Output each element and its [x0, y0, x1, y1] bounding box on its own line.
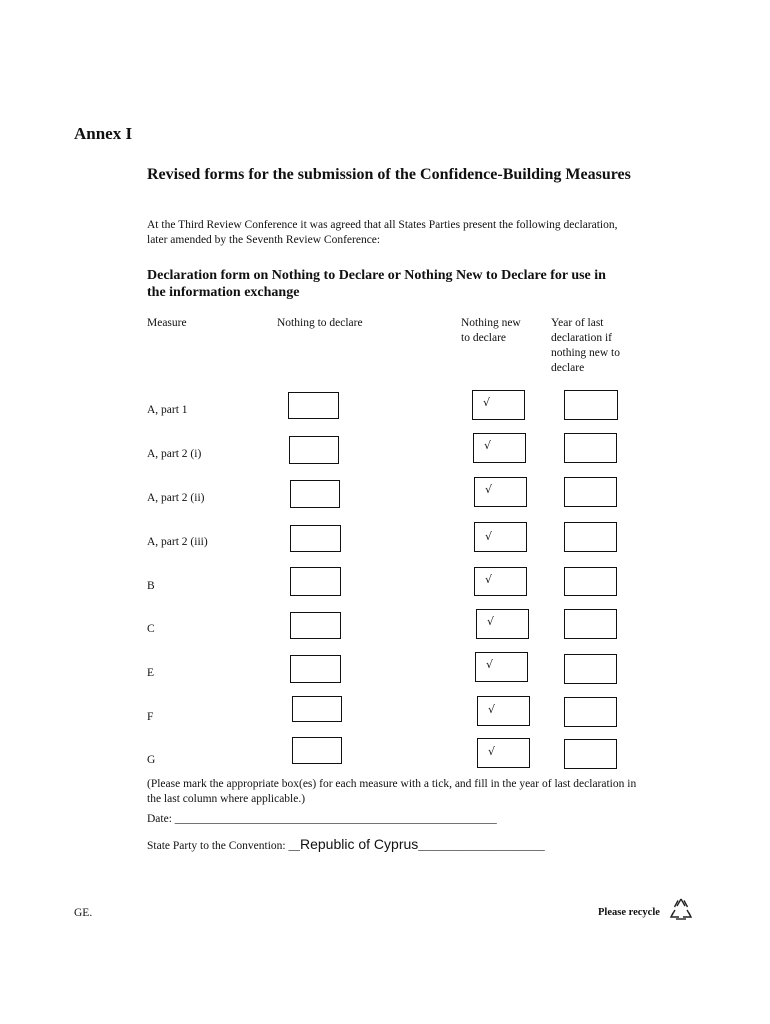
annex-heading: Annex I — [74, 124, 133, 143]
row-label: C — [147, 623, 155, 635]
row-label: A, part 2 (i) — [147, 448, 202, 460]
row-label: B — [147, 580, 155, 592]
state-party-trailing: ______________________ — [418, 840, 545, 852]
column-header-nothing-new: Nothing new to declare — [461, 317, 521, 344]
tick-mark: √ — [483, 396, 491, 409]
column-header-year: Year of last declaration if nothing new to declare — [551, 317, 620, 374]
row-label: A, part 1 — [147, 404, 188, 416]
row-label: G — [147, 754, 156, 766]
footer-document-code: GE. — [74, 907, 93, 919]
year-field[interactable] — [564, 567, 617, 596]
nothing-to-declare-checkbox[interactable] — [289, 436, 339, 464]
year-field[interactable] — [564, 697, 617, 727]
state-party-label: State Party to the Convention: __ — [147, 840, 300, 852]
year-field[interactable] — [564, 609, 617, 639]
nothing-new-checkbox[interactable] — [474, 567, 527, 596]
nothing-to-declare-checkbox[interactable] — [292, 737, 342, 764]
nothing-to-declare-checkbox[interactable] — [290, 480, 340, 508]
nothing-new-checkbox[interactable] — [476, 609, 529, 639]
date-field[interactable]: Date: ________________________________________________________ — [147, 813, 497, 825]
tick-mark: √ — [487, 615, 495, 628]
row-label: F — [147, 711, 154, 723]
recycle-icon — [668, 896, 694, 922]
footer-recycle-text: Please recycle — [598, 907, 660, 918]
nothing-new-checkbox[interactable] — [477, 696, 530, 726]
nothing-new-checkbox[interactable] — [474, 522, 527, 552]
year-field[interactable] — [564, 477, 617, 507]
instruction-note: (Please mark the appropriate box(es) for each measure with a tick, and fill in the year of last declaration in the last column where applicable.) — [147, 778, 637, 805]
tick-mark: √ — [485, 483, 493, 496]
row-label: E — [147, 667, 155, 679]
nothing-new-checkbox[interactable] — [477, 738, 530, 768]
row-label: A, part 2 (iii) — [147, 536, 208, 548]
intro-paragraph: At the Third Review Conference it was agreed that all States Parties present the following declaration, later amended by the Seventh Review Conference: — [147, 219, 618, 246]
nothing-new-checkbox[interactable] — [473, 433, 526, 463]
state-party-value[interactable]: Republic of Cyprus — [300, 836, 419, 852]
nothing-to-declare-checkbox[interactable] — [292, 696, 342, 722]
nothing-to-declare-checkbox[interactable] — [290, 612, 341, 639]
tick-mark: √ — [488, 745, 496, 758]
page-title: Revised forms for the submission of the Confidence-Building Measures — [147, 166, 631, 183]
nothing-new-checkbox[interactable] — [472, 390, 525, 420]
form-heading: Declaration form on Nothing to Declare or Nothing New to Declare for use in the information exchange — [147, 268, 606, 300]
year-field[interactable] — [564, 390, 618, 420]
nothing-new-checkbox[interactable] — [474, 477, 527, 507]
state-party-line — [147, 836, 545, 852]
year-field[interactable] — [564, 739, 617, 769]
year-field[interactable] — [564, 433, 617, 463]
nothing-to-declare-checkbox[interactable] — [288, 392, 339, 419]
year-field[interactable] — [564, 522, 617, 552]
tick-mark: √ — [485, 573, 493, 586]
nothing-new-checkbox[interactable] — [475, 652, 528, 682]
tick-mark: √ — [485, 530, 493, 543]
year-field[interactable] — [564, 654, 617, 684]
tick-mark: √ — [488, 703, 496, 716]
column-header-nothing-to-declare: Nothing to declare — [277, 317, 363, 329]
nothing-to-declare-checkbox[interactable] — [290, 567, 341, 596]
nothing-to-declare-checkbox[interactable] — [290, 655, 341, 683]
row-label: A, part 2 (ii) — [147, 492, 205, 504]
nothing-to-declare-checkbox[interactable] — [290, 525, 341, 552]
column-header-measure: Measure — [147, 317, 187, 329]
tick-mark: √ — [484, 439, 492, 452]
tick-mark: √ — [486, 658, 494, 671]
